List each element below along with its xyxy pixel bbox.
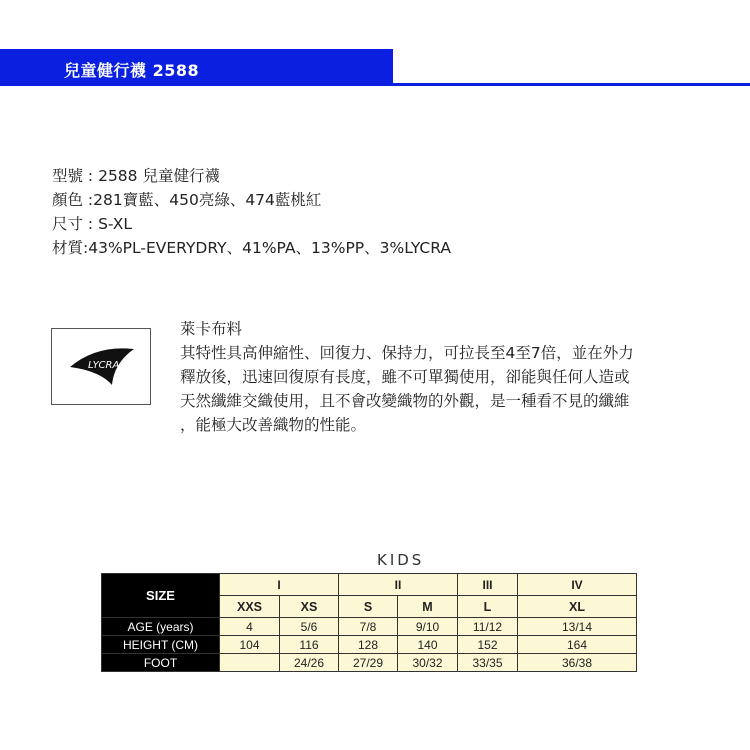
table-cell: 152 [458, 636, 518, 654]
size-group-header: III [458, 574, 518, 596]
size-cell: M [398, 596, 458, 618]
spec-size: 尺寸 : S-XL [52, 215, 132, 233]
table-cell: 11/12 [458, 618, 518, 636]
table-cell: 30/32 [398, 654, 458, 672]
description-title: 萊卡布料 [180, 320, 243, 338]
table-cell: 164 [518, 636, 637, 654]
table-cell: 13/14 [518, 618, 637, 636]
size-cell: XS [280, 596, 339, 618]
row-label: HEIGHT (CM) [102, 636, 220, 654]
lycra-logo-box [51, 328, 151, 405]
size-cell: S [339, 596, 398, 618]
size-cell: XL [518, 596, 637, 618]
header-underline [393, 83, 750, 86]
size-cell: L [458, 596, 518, 618]
table-cell: 27/29 [339, 654, 398, 672]
table-cell: 33/35 [458, 654, 518, 672]
table-cell: 9/10 [398, 618, 458, 636]
size-group-header: IV [518, 574, 637, 596]
table-row [102, 618, 637, 636]
size-chart-title: KIDS [377, 551, 425, 569]
table-cell: 36/38 [518, 654, 637, 672]
lycra-logo-text: LYCRA [88, 360, 120, 371]
lycra-logo [66, 345, 138, 389]
table-cell [220, 654, 280, 672]
fabric-description [180, 317, 720, 437]
description-line: ，能極大改善織物的性能。 [180, 416, 367, 434]
page-title: 兒童健行襪 2588 [64, 61, 200, 80]
size-group-header: I [220, 574, 339, 596]
description-line: 其特性具高伸縮性、回復力、保持力，可拉長至4至7倍，並在外力 [180, 344, 634, 362]
spec-model: 型號 : 2588 兒童健行襪 [52, 167, 220, 185]
row-label: AGE (years) [102, 618, 220, 636]
size-group-header: II [339, 574, 458, 596]
table-cell: 7/8 [339, 618, 398, 636]
table-row [102, 654, 637, 672]
spec-material: 材質:43%PL-EVERYDRY、41%PA、13%PP、3%LYCRA [52, 239, 452, 257]
table-cell: 5/6 [280, 618, 339, 636]
spec-block [52, 164, 451, 260]
spec-colors: 顏色 :281寶藍、450亮綠、474藍桃紅 [52, 191, 322, 209]
description-line: 天然纖維交織使用，且不會改變織物的外觀，是一種看不見的纖維 [180, 392, 630, 410]
table-cell: 116 [280, 636, 339, 654]
size-chart-table [101, 573, 637, 672]
table-cell: 24/26 [280, 654, 339, 672]
description-line: 釋放後，迅速回復原有長度，雖不可單獨使用，卻能與任何人造或 [180, 368, 630, 386]
table-cell: 128 [339, 636, 398, 654]
size-header-cell: SIZE [102, 574, 220, 618]
table-cell: 104 [220, 636, 280, 654]
table-cell: 140 [398, 636, 458, 654]
table-row [102, 636, 637, 654]
table-cell: 4 [220, 618, 280, 636]
row-label: FOOT [102, 654, 220, 672]
size-cell: XXS [220, 596, 280, 618]
